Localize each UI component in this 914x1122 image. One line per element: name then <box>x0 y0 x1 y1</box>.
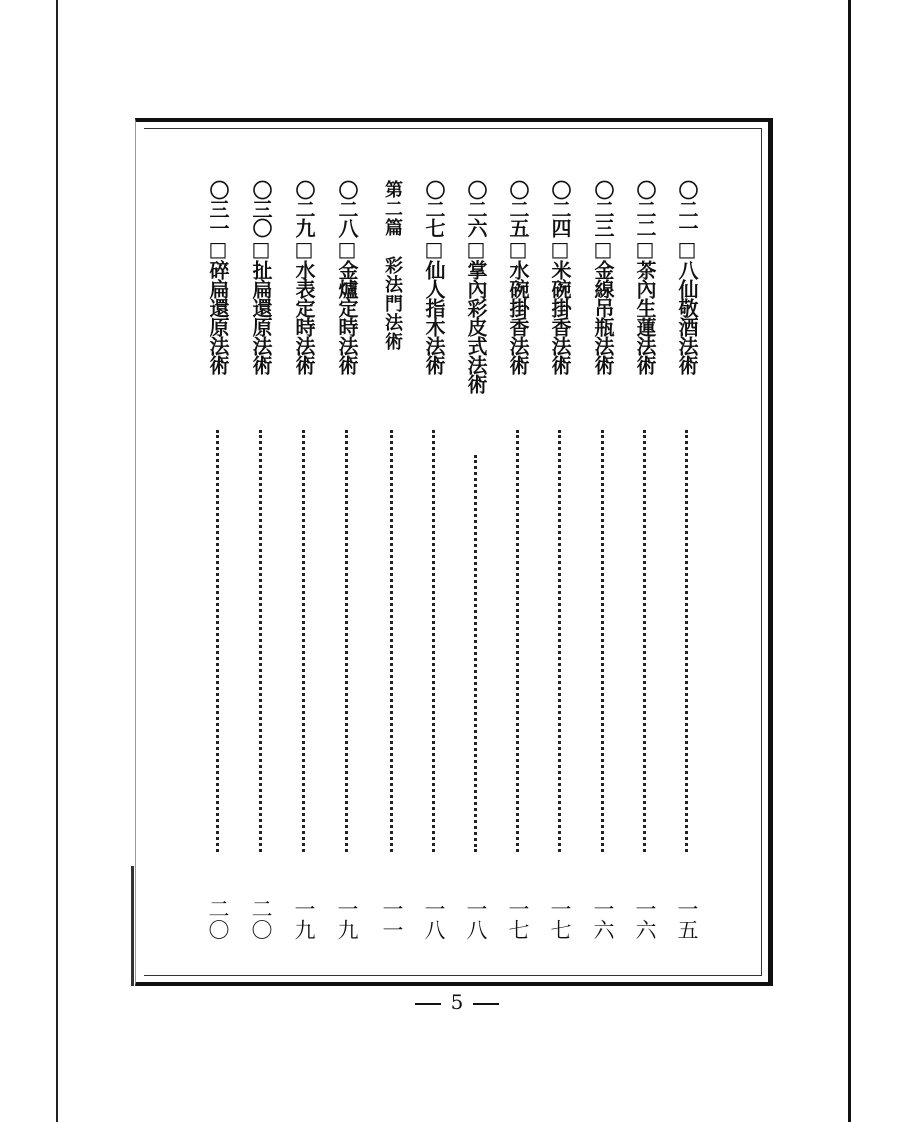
footer-dash-left <box>415 1003 441 1005</box>
toc-entry <box>330 180 364 940</box>
toc-entry-page: 一八 <box>422 898 446 940</box>
dot-leader <box>643 430 646 852</box>
toc-entry-page: 一七 <box>548 898 572 940</box>
toc-entry <box>417 180 451 940</box>
toc-entry-page: 一六 <box>591 898 615 940</box>
footer-dash-right <box>473 1003 499 1005</box>
dot-leader <box>601 430 604 852</box>
toc-entry-title: 〇二六□掌內彩皮式法術 <box>464 180 488 393</box>
dot-leader <box>259 430 262 852</box>
frame-margin-mark <box>131 866 134 986</box>
toc-entry-title: 〇二五□水碗掛香法術 <box>506 180 530 374</box>
toc-entry <box>670 180 704 940</box>
toc-entry-page: 一九 <box>335 898 359 940</box>
dot-leader <box>474 455 477 852</box>
dot-leader <box>558 430 561 852</box>
page-number: 5 <box>450 990 464 1014</box>
dot-leader <box>302 430 305 852</box>
section-heading-title: 第二篇 彩法門法術 <box>382 180 403 351</box>
toc-entry <box>287 180 321 940</box>
toc-entry-title: 〇二九□水表定時法術 <box>292 180 316 374</box>
toc-entry-page: 一五 <box>675 898 699 940</box>
toc-entry-title: 〇二二□茶內生蓮法術 <box>633 180 657 374</box>
toc-section-heading <box>375 180 409 940</box>
toc-entry <box>628 180 662 940</box>
scan-edge-left <box>56 0 58 1122</box>
toc-entry-page: 一一 <box>380 898 404 940</box>
toc-entry-page: 一八 <box>464 898 488 940</box>
scan-edge-right <box>848 0 851 1122</box>
toc-entry <box>501 180 535 940</box>
dot-leader <box>432 430 435 852</box>
toc-entry-title: 〇二一□八仙敬酒法術 <box>675 180 699 374</box>
dot-leader <box>216 430 219 852</box>
toc-entry <box>459 180 493 940</box>
toc-entry <box>586 180 620 940</box>
toc-entry-title: 〇三〇□扯扁還原法術 <box>249 180 273 374</box>
toc-entry-title: 〇三一□碎扁還原法術 <box>206 180 230 374</box>
toc-entry-page: 一六 <box>633 898 657 940</box>
toc-entry <box>244 180 278 940</box>
dot-leader <box>685 430 688 852</box>
dot-leader <box>516 430 519 852</box>
toc-entry <box>543 180 577 940</box>
toc-entry-page: 一九 <box>292 898 316 940</box>
dot-leader <box>345 430 348 852</box>
toc-entry-title: 〇二八□金爐定時法術 <box>335 180 359 374</box>
toc-entry-page: 二〇 <box>249 898 273 940</box>
toc-entry-page: 二〇 <box>206 898 230 940</box>
toc-entry <box>201 180 235 940</box>
toc-entry-title: 〇二七□仙人指木法術 <box>422 180 446 374</box>
toc-entry-page: 一七 <box>506 898 530 940</box>
dot-leader <box>390 430 393 852</box>
page-footer <box>0 990 914 1014</box>
toc-entry-title: 〇二三□金線吊瓶法術 <box>591 180 615 374</box>
toc-entry-title: 〇二四□米碗掛香法術 <box>548 180 572 374</box>
